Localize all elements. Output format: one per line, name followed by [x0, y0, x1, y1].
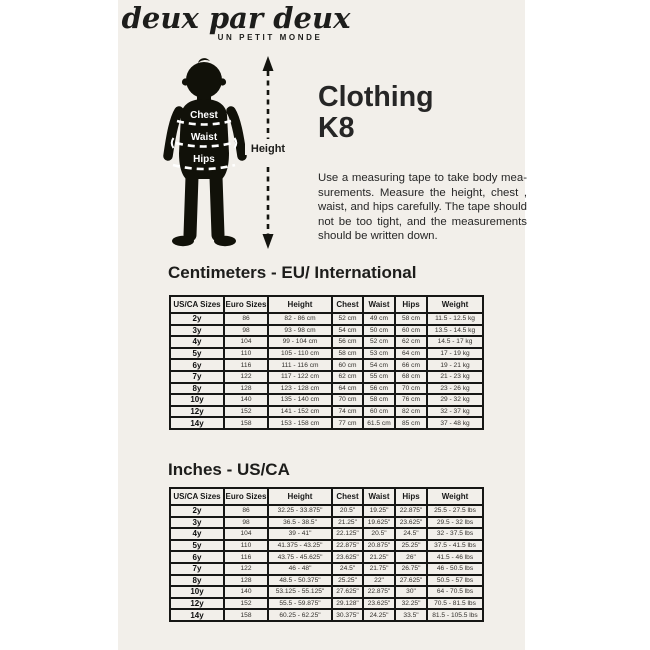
column-header: Hips: [395, 488, 427, 505]
measurement-cell: 22.125": [332, 528, 363, 540]
measurement-cell: 110: [224, 348, 268, 360]
measurement-cell: 116: [224, 359, 268, 371]
measurement-cell: 54 cm: [332, 325, 363, 337]
column-header: Chest: [332, 296, 363, 313]
column-header: Chest: [332, 488, 363, 505]
size-row: [170, 551, 483, 563]
page-title-line1: Clothing: [318, 81, 434, 113]
size-label-cell: 5y: [170, 540, 224, 552]
measurement-cell: 66 cm: [395, 359, 427, 371]
measurement-cell: 55.5 - 59.875": [268, 598, 332, 610]
measurement-cell: 50.5 - 57 lbs: [427, 575, 483, 587]
size-label-cell: 2y: [170, 313, 224, 325]
measurement-cell: 43.75 - 45.625": [268, 551, 332, 563]
measurement-cell: 25.25": [332, 575, 363, 587]
measurement-cell: 98: [224, 517, 268, 529]
size-row: [170, 417, 483, 429]
measurement-cell: 29 - 32 kg: [427, 394, 483, 406]
measurement-cell: 32 - 37 kg: [427, 406, 483, 418]
measurement-cell: 64 cm: [395, 348, 427, 360]
measurement-cell: 41.5 - 46 lbs: [427, 551, 483, 563]
measurement-cell: 158: [224, 609, 268, 621]
measurement-cell: 104: [224, 336, 268, 348]
size-label-cell: 4y: [170, 528, 224, 540]
measurement-cell: 98: [224, 325, 268, 337]
measurement-cell: 19.25": [363, 505, 395, 517]
measurement-cell: 153 - 158 cm: [268, 417, 332, 429]
column-header: Weight: [427, 488, 483, 505]
brand-tagline: UN PETIT MONDE: [217, 33, 323, 42]
measurement-cell: 19.625": [363, 517, 395, 529]
measurement-cell: 99 - 104 cm: [268, 336, 332, 348]
size-row: [170, 313, 483, 325]
measurement-cell: 122: [224, 371, 268, 383]
inches-section-heading: Inches - US/CA: [168, 460, 290, 479]
size-row: [170, 528, 483, 540]
column-header: Waist: [363, 296, 395, 313]
column-header: Hips: [395, 296, 427, 313]
measurement-cell: 32.25 - 33.875": [268, 505, 332, 517]
size-row: [170, 394, 483, 406]
table-header-row: [170, 488, 483, 505]
measurement-cell: 23.625": [332, 551, 363, 563]
size-label-cell: 7y: [170, 563, 224, 575]
instructions-line: surements. Measure the height, chest ,: [318, 186, 527, 199]
size-label-cell: 6y: [170, 551, 224, 563]
measurement-cell: 21.75": [363, 563, 395, 575]
size-row: [170, 586, 483, 598]
measurement-cell: 82 - 86 cm: [268, 313, 332, 325]
measurement-cell: 17 - 19 kg: [427, 348, 483, 360]
chest-label: Chest: [190, 110, 218, 121]
measurement-cell: 46 - 48": [268, 563, 332, 575]
measurement-cell: 140: [224, 394, 268, 406]
measurement-cell: 49 cm: [363, 313, 395, 325]
size-label-cell: 14y: [170, 417, 224, 429]
measurement-cell: 33.5": [395, 609, 427, 621]
measurement-cell: 21.25": [363, 551, 395, 563]
measurement-cell: 70 cm: [332, 394, 363, 406]
measurement-cell: 61.5 cm: [363, 417, 395, 429]
column-header: Euro Sizes: [224, 488, 268, 505]
measurement-cell: 27.625": [395, 575, 427, 587]
measurement-cell: 60 cm: [332, 359, 363, 371]
instructions-line: should be written down.: [318, 230, 438, 242]
measurement-cell: 52 cm: [332, 313, 363, 325]
measurement-cell: 123 - 128 cm: [268, 383, 332, 395]
page-title: [318, 82, 434, 144]
measurement-cell: 110: [224, 540, 268, 552]
measurement-cell: 23.625": [395, 517, 427, 529]
table-header-row: [170, 296, 483, 313]
size-row: [170, 563, 483, 575]
measurement-cell: 85 cm: [395, 417, 427, 429]
measurement-cell: 37 - 48 kg: [427, 417, 483, 429]
size-row: [170, 325, 483, 337]
measurement-cell: 70.5 - 81.5 lbs: [427, 598, 483, 610]
measurement-cell: 11.5 - 12.5 kg: [427, 313, 483, 325]
measurement-cell: 74 cm: [332, 406, 363, 418]
size-row: [170, 371, 483, 383]
measurement-cell: 20.5": [332, 505, 363, 517]
brand-logo: deux par deux: [121, 1, 351, 35]
size-label-cell: 10y: [170, 394, 224, 406]
measurement-cell: 27.625": [332, 586, 363, 598]
size-label-cell: 14y: [170, 609, 224, 621]
waist-label: Waist: [190, 132, 218, 143]
size-label-cell: 6y: [170, 359, 224, 371]
measurement-cell: 20.875": [363, 540, 395, 552]
column-header: Euro Sizes: [224, 296, 268, 313]
measurement-cell: 53 cm: [363, 348, 395, 360]
measurement-cell: 141 - 152 cm: [268, 406, 332, 418]
measurement-cell: 32 - 37.5 lbs: [427, 528, 483, 540]
column-header: Height: [268, 296, 332, 313]
measurement-cell: 14.5 - 17 kg: [427, 336, 483, 348]
measurement-cell: 105 - 110 cm: [268, 348, 332, 360]
measurement-cell: 62 cm: [395, 336, 427, 348]
hips-label: Hips: [193, 154, 215, 165]
measurement-cell: 29.5 - 32 lbs: [427, 517, 483, 529]
measurement-cell: 76 cm: [395, 394, 427, 406]
size-label-cell: 12y: [170, 406, 224, 418]
measurement-cell: 21.25": [332, 517, 363, 529]
measurement-cell: 116: [224, 551, 268, 563]
measurement-cell: 20.5": [363, 528, 395, 540]
measurement-cell: 60.25 - 62.25": [268, 609, 332, 621]
measurement-cell: 54 cm: [363, 359, 395, 371]
measurement-cell: 26": [395, 551, 427, 563]
measurement-cell: 50 cm: [363, 325, 395, 337]
measurement-cell: 55 cm: [363, 371, 395, 383]
measurement-cell: 60 cm: [363, 406, 395, 418]
measurement-cell: 37.5 - 41.5 lbs: [427, 540, 483, 552]
measurement-cell: 122: [224, 563, 268, 575]
measurement-cell: 128: [224, 575, 268, 587]
size-row: [170, 609, 483, 621]
measuring-instructions: [318, 171, 527, 244]
instructions-line: Use a measuring tape to take body mea-: [318, 172, 527, 184]
column-header: US/CA Sizes: [170, 488, 224, 505]
size-row: [170, 517, 483, 529]
measurement-cell: 22.875": [395, 505, 427, 517]
measurement-cell: 23 - 26 kg: [427, 383, 483, 395]
size-label-cell: 2y: [170, 505, 224, 517]
measurement-cell: 104: [224, 528, 268, 540]
column-header: Height: [268, 488, 332, 505]
measurement-cell: 30": [395, 586, 427, 598]
measurement-cell: 24.5": [395, 528, 427, 540]
measurement-cell: 26.75": [395, 563, 427, 575]
instructions-line: waist, and hips carefully. The tape should: [318, 201, 527, 213]
measurement-cell: 36.5 - 38.5": [268, 517, 332, 529]
measurement-cell: 77 cm: [332, 417, 363, 429]
measurement-cell: 64 - 70.5 lbs: [427, 586, 483, 598]
size-label-cell: 4y: [170, 336, 224, 348]
measurement-cell: 56 cm: [332, 336, 363, 348]
measurement-cell: 158: [224, 417, 268, 429]
size-row: [170, 406, 483, 418]
measurement-cell: 111 - 116 cm: [268, 359, 332, 371]
measurement-cell: 19 - 21 kg: [427, 359, 483, 371]
measurement-cell: 58 cm: [395, 313, 427, 325]
measurement-cell: 39 - 41": [268, 528, 332, 540]
column-header: Waist: [363, 488, 395, 505]
inches-size-table: [169, 487, 484, 622]
measurement-cell: 22": [363, 575, 395, 587]
measurement-cell: 41.375 - 43.25": [268, 540, 332, 552]
measurement-cell: 48.5 - 50.375": [268, 575, 332, 587]
measurement-cell: 23.625": [363, 598, 395, 610]
measurement-cell: 86: [224, 313, 268, 325]
measurement-cell: 58 cm: [363, 394, 395, 406]
column-header: Weight: [427, 296, 483, 313]
measurement-cell: 22.875": [332, 540, 363, 552]
measurement-cell: 64 cm: [332, 383, 363, 395]
size-row: [170, 575, 483, 587]
measurement-cell: 24.5": [332, 563, 363, 575]
measurement-cell: 152: [224, 598, 268, 610]
measurement-cell: 70 cm: [395, 383, 427, 395]
measurement-cell: 56 cm: [363, 383, 395, 395]
measurement-cell: 53.125 - 55.125": [268, 586, 332, 598]
size-label-cell: 7y: [170, 371, 224, 383]
centimeters-size-table: [169, 295, 484, 430]
measurement-cell: 62 cm: [332, 371, 363, 383]
size-row: [170, 348, 483, 360]
size-label-cell: 8y: [170, 383, 224, 395]
measurement-cell: 21 - 23 kg: [427, 371, 483, 383]
measurement-cell: 128: [224, 383, 268, 395]
size-label-cell: 3y: [170, 517, 224, 529]
instructions-line: not be too tight, and the measurements: [318, 215, 527, 228]
measurement-cell: 13.5 - 14.5 kg: [427, 325, 483, 337]
size-row: [170, 383, 483, 395]
measurement-cell: 86: [224, 505, 268, 517]
measurement-cell: 117 - 122 cm: [268, 371, 332, 383]
measurement-cell: 25.5 - 27.5 lbs: [427, 505, 483, 517]
measurement-cell: 25.25": [395, 540, 427, 552]
size-label-cell: 3y: [170, 325, 224, 337]
size-row: [170, 540, 483, 552]
measurement-cell: 68 cm: [395, 371, 427, 383]
measurement-cell: 60 cm: [395, 325, 427, 337]
measurement-cell: 24.25": [363, 609, 395, 621]
height-label: Height: [245, 143, 291, 155]
size-row: [170, 598, 483, 610]
measurement-cell: 30.375": [332, 609, 363, 621]
size-label-cell: 10y: [170, 586, 224, 598]
measurement-cell: 29.128": [332, 598, 363, 610]
size-row: [170, 359, 483, 371]
size-label-cell: 12y: [170, 598, 224, 610]
size-label-cell: 5y: [170, 348, 224, 360]
measurement-cell: 58 cm: [332, 348, 363, 360]
measurement-cell: 81.5 - 105.5 lbs: [427, 609, 483, 621]
page-title-line2: K8: [318, 112, 355, 144]
measurement-cell: 32.25": [395, 598, 427, 610]
measurement-cell: 140: [224, 586, 268, 598]
measurement-cell: 152: [224, 406, 268, 418]
centimeters-section-heading: Centimeters - EU/ International: [168, 263, 417, 282]
measurement-cell: 93 - 98 cm: [268, 325, 332, 337]
measurement-cell: 46 - 50.5 lbs: [427, 563, 483, 575]
measurement-cell: 22.875": [363, 586, 395, 598]
size-row: [170, 505, 483, 517]
measurement-cell: 52 cm: [363, 336, 395, 348]
measurement-cell: 82 cm: [395, 406, 427, 418]
column-header: US/CA Sizes: [170, 296, 224, 313]
size-label-cell: 8y: [170, 575, 224, 587]
size-row: [170, 336, 483, 348]
measurement-cell: 135 - 140 cm: [268, 394, 332, 406]
